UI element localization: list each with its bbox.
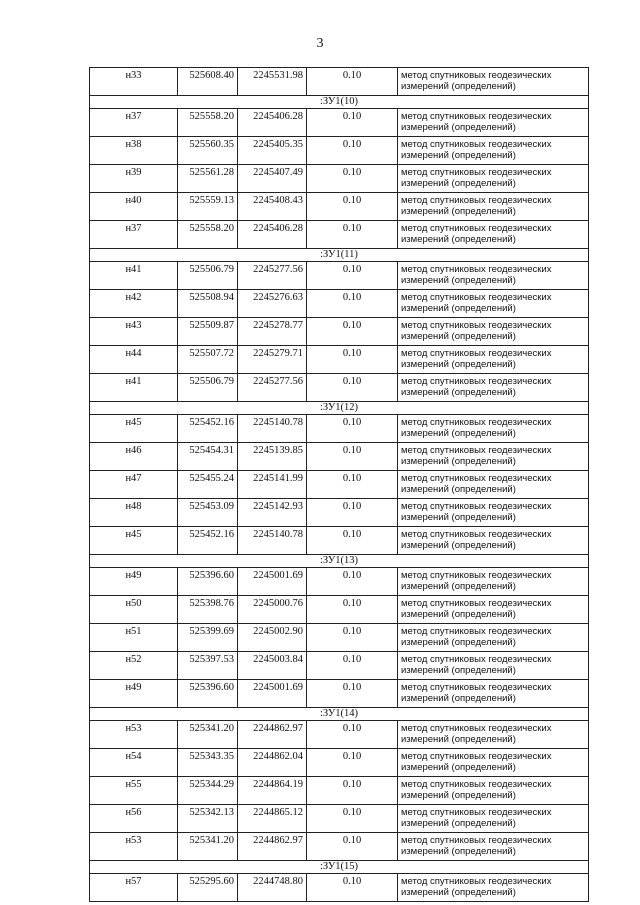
x-coordinate-cell: 525295.60 xyxy=(178,874,238,902)
accuracy-cell: 0.10 xyxy=(307,652,398,680)
table-row xyxy=(90,262,589,290)
table-row xyxy=(90,374,589,402)
section-label: :ЗУ1(10) xyxy=(90,96,589,109)
section-header-row xyxy=(90,555,589,568)
method-cell xyxy=(398,721,589,749)
x-coordinate-cell: 525343.35 xyxy=(178,749,238,777)
x-coordinate-cell: 525399.69 xyxy=(178,624,238,652)
method-line-1: метод спутниковых геодезических xyxy=(401,570,552,581)
table-row xyxy=(90,833,589,861)
point-name-cell: н53 xyxy=(90,833,178,861)
accuracy-cell: 0.10 xyxy=(307,221,398,249)
accuracy-cell: 0.10 xyxy=(307,137,398,165)
x-coordinate-cell: 525396.60 xyxy=(178,680,238,708)
method-cell xyxy=(398,777,589,805)
point-name-cell: н38 xyxy=(90,137,178,165)
method-line-1: метод спутниковых геодезических xyxy=(401,376,552,387)
table-row xyxy=(90,165,589,193)
point-name-cell: н54 xyxy=(90,749,178,777)
accuracy-cell: 0.10 xyxy=(307,499,398,527)
method-line-2: измерений (определений) xyxy=(401,818,516,829)
method-cell xyxy=(398,346,589,374)
x-coordinate-cell: 525508.94 xyxy=(178,290,238,318)
y-coordinate-cell: 2245406.28 xyxy=(238,221,307,249)
method-cell xyxy=(398,109,589,137)
table-row xyxy=(90,680,589,708)
method-line-2: измерений (определений) xyxy=(401,178,516,189)
y-coordinate-cell: 2245277.56 xyxy=(238,374,307,402)
method-line-1: метод спутниковых геодезических xyxy=(401,139,552,150)
method-line-2: измерений (определений) xyxy=(401,665,516,676)
accuracy-cell: 0.10 xyxy=(307,165,398,193)
point-name-cell: н41 xyxy=(90,262,178,290)
point-name-cell: н44 xyxy=(90,346,178,374)
method-cell xyxy=(398,596,589,624)
accuracy-cell: 0.10 xyxy=(307,109,398,137)
method-line-2: измерений (определений) xyxy=(401,331,516,342)
y-coordinate-cell: 2244862.97 xyxy=(238,833,307,861)
point-name-cell: н42 xyxy=(90,290,178,318)
y-coordinate-cell: 2245003.84 xyxy=(238,652,307,680)
point-name-cell: н49 xyxy=(90,680,178,708)
accuracy-cell: 0.10 xyxy=(307,568,398,596)
y-coordinate-cell: 2245276.63 xyxy=(238,290,307,318)
table-row xyxy=(90,471,589,499)
y-coordinate-cell: 2245405.35 xyxy=(238,137,307,165)
y-coordinate-cell: 2245141.99 xyxy=(238,471,307,499)
method-line-2: измерений (определений) xyxy=(401,359,516,370)
section-header-row xyxy=(90,402,589,415)
x-coordinate-cell: 525398.76 xyxy=(178,596,238,624)
method-line-1: метод спутниковых геодезических xyxy=(401,111,552,122)
method-line-2: измерений (определений) xyxy=(401,122,516,133)
page-number: 3 xyxy=(316,36,324,51)
accuracy-cell: 0.10 xyxy=(307,721,398,749)
section-header-row xyxy=(90,96,589,109)
point-name-cell: н40 xyxy=(90,193,178,221)
method-cell xyxy=(398,624,589,652)
x-coordinate-cell: 525558.20 xyxy=(178,221,238,249)
point-name-cell: н56 xyxy=(90,805,178,833)
point-name-cell: н50 xyxy=(90,596,178,624)
method-line-2: измерений (определений) xyxy=(401,846,516,857)
accuracy-cell: 0.10 xyxy=(307,833,398,861)
method-cell xyxy=(398,749,589,777)
method-line-1: метод спутниковых геодезических xyxy=(401,445,552,456)
table-row xyxy=(90,777,589,805)
method-cell xyxy=(398,680,589,708)
method-line-1: метод спутниковых геодезических xyxy=(401,292,552,303)
coordinates-table xyxy=(89,67,589,902)
section-label: :ЗУ1(14) xyxy=(90,708,589,721)
y-coordinate-cell: 2245407.49 xyxy=(238,165,307,193)
x-coordinate-cell: 525560.35 xyxy=(178,137,238,165)
x-coordinate-cell: 525452.16 xyxy=(178,527,238,555)
accuracy-cell: 0.10 xyxy=(307,318,398,346)
table-row xyxy=(90,137,589,165)
y-coordinate-cell: 2245277.56 xyxy=(238,262,307,290)
method-line-1: метод спутниковых геодезических xyxy=(401,320,552,331)
table-row xyxy=(90,499,589,527)
y-coordinate-cell: 2245406.28 xyxy=(238,109,307,137)
accuracy-cell: 0.10 xyxy=(307,262,398,290)
y-coordinate-cell: 2244864.19 xyxy=(238,777,307,805)
y-coordinate-cell: 2244862.04 xyxy=(238,749,307,777)
y-coordinate-cell: 2245140.78 xyxy=(238,415,307,443)
section-label: :ЗУ1(15) xyxy=(90,861,589,874)
method-cell xyxy=(398,805,589,833)
x-coordinate-cell: 525454.31 xyxy=(178,443,238,471)
accuracy-cell: 0.10 xyxy=(307,471,398,499)
accuracy-cell: 0.10 xyxy=(307,443,398,471)
point-name-cell: н57 xyxy=(90,874,178,902)
table-row xyxy=(90,443,589,471)
point-name-cell: н37 xyxy=(90,109,178,137)
table-row xyxy=(90,290,589,318)
point-name-cell: н47 xyxy=(90,471,178,499)
x-coordinate-cell: 525561.28 xyxy=(178,165,238,193)
section-label: :ЗУ1(12) xyxy=(90,402,589,415)
table-row xyxy=(90,624,589,652)
method-line-1: метод спутниковых геодезических xyxy=(401,723,552,734)
x-coordinate-cell: 525397.53 xyxy=(178,652,238,680)
coordinates-table-body xyxy=(90,68,589,902)
method-line-1: метод спутниковых геодезических xyxy=(401,223,552,234)
method-line-2: измерений (определений) xyxy=(401,693,516,704)
method-line-1: метод спутниковых геодезических xyxy=(401,682,552,693)
method-cell xyxy=(398,262,589,290)
method-cell xyxy=(398,318,589,346)
method-cell xyxy=(398,68,589,96)
point-name-cell: н52 xyxy=(90,652,178,680)
table-row xyxy=(90,568,589,596)
method-line-2: измерений (определений) xyxy=(401,887,516,898)
point-name-cell: н39 xyxy=(90,165,178,193)
y-coordinate-cell: 2245001.69 xyxy=(238,680,307,708)
accuracy-cell: 0.10 xyxy=(307,346,398,374)
method-line-2: измерений (определений) xyxy=(401,762,516,773)
method-cell xyxy=(398,568,589,596)
method-cell xyxy=(398,471,589,499)
point-name-cell: н45 xyxy=(90,527,178,555)
table-row xyxy=(90,721,589,749)
method-line-1: метод спутниковых геодезических xyxy=(401,626,552,637)
method-line-1: метод спутниковых геодезических xyxy=(401,195,552,206)
method-line-2: измерений (определений) xyxy=(401,150,516,161)
y-coordinate-cell: 2245278.77 xyxy=(238,318,307,346)
y-coordinate-cell: 2245142.93 xyxy=(238,499,307,527)
method-cell xyxy=(398,499,589,527)
method-line-2: измерений (определений) xyxy=(401,484,516,495)
method-line-1: метод спутниковых геодезических xyxy=(401,779,552,790)
y-coordinate-cell: 2245279.71 xyxy=(238,346,307,374)
point-name-cell: н41 xyxy=(90,374,178,402)
x-coordinate-cell: 525396.60 xyxy=(178,568,238,596)
method-line-2: измерений (определений) xyxy=(401,206,516,217)
method-cell xyxy=(398,137,589,165)
table-row xyxy=(90,596,589,624)
method-line-2: измерений (определений) xyxy=(401,540,516,551)
x-coordinate-cell: 525507.72 xyxy=(178,346,238,374)
x-coordinate-cell: 525341.20 xyxy=(178,833,238,861)
accuracy-cell: 0.10 xyxy=(307,624,398,652)
table-row xyxy=(90,221,589,249)
method-line-1: метод спутниковых геодезических xyxy=(401,473,552,484)
method-line-2: измерений (определений) xyxy=(401,609,516,620)
x-coordinate-cell: 525453.09 xyxy=(178,499,238,527)
point-name-cell: н55 xyxy=(90,777,178,805)
accuracy-cell: 0.10 xyxy=(307,680,398,708)
method-line-1: метод спутниковых геодезических xyxy=(401,417,552,428)
y-coordinate-cell: 2245002.90 xyxy=(238,624,307,652)
method-line-1: метод спутниковых геодезических xyxy=(401,70,552,81)
method-line-2: измерений (определений) xyxy=(401,234,516,245)
method-line-2: измерений (определений) xyxy=(401,581,516,592)
method-cell xyxy=(398,221,589,249)
table-row xyxy=(90,805,589,833)
method-line-1: метод спутниковых геодезических xyxy=(401,807,552,818)
method-line-1: метод спутниковых геодезических xyxy=(401,654,552,665)
section-header-row xyxy=(90,249,589,262)
table-row xyxy=(90,415,589,443)
point-name-cell: н33 xyxy=(90,68,178,96)
point-name-cell: н53 xyxy=(90,721,178,749)
point-name-cell: н45 xyxy=(90,415,178,443)
table-row xyxy=(90,874,589,902)
x-coordinate-cell: 525342.13 xyxy=(178,805,238,833)
section-header-row xyxy=(90,861,589,874)
y-coordinate-cell: 2245000.76 xyxy=(238,596,307,624)
accuracy-cell: 0.10 xyxy=(307,874,398,902)
method-line-2: измерений (определений) xyxy=(401,303,516,314)
y-coordinate-cell: 2244862.97 xyxy=(238,721,307,749)
x-coordinate-cell: 525509.87 xyxy=(178,318,238,346)
table-row xyxy=(90,749,589,777)
table-row xyxy=(90,109,589,137)
table-row xyxy=(90,193,589,221)
accuracy-cell: 0.10 xyxy=(307,777,398,805)
accuracy-cell: 0.10 xyxy=(307,596,398,624)
y-coordinate-cell: 2244748.80 xyxy=(238,874,307,902)
x-coordinate-cell: 525506.79 xyxy=(178,262,238,290)
point-name-cell: н49 xyxy=(90,568,178,596)
method-line-2: измерений (определений) xyxy=(401,81,516,92)
method-line-2: измерений (определений) xyxy=(401,387,516,398)
method-line-1: метод спутниковых геодезических xyxy=(401,501,552,512)
method-cell xyxy=(398,193,589,221)
method-line-1: метод спутниковых геодезических xyxy=(401,876,552,887)
method-line-2: измерений (определений) xyxy=(401,734,516,745)
method-line-1: метод спутниковых геодезических xyxy=(401,598,552,609)
y-coordinate-cell: 2245531.98 xyxy=(238,68,307,96)
point-name-cell: н37 xyxy=(90,221,178,249)
accuracy-cell: 0.10 xyxy=(307,193,398,221)
method-line-2: измерений (определений) xyxy=(401,637,516,648)
accuracy-cell: 0.10 xyxy=(307,68,398,96)
x-coordinate-cell: 525452.16 xyxy=(178,415,238,443)
point-name-cell: н43 xyxy=(90,318,178,346)
method-cell xyxy=(398,874,589,902)
table-row xyxy=(90,652,589,680)
accuracy-cell: 0.10 xyxy=(307,374,398,402)
section-header-row xyxy=(90,708,589,721)
section-label: :ЗУ1(13) xyxy=(90,555,589,568)
point-name-cell: н46 xyxy=(90,443,178,471)
x-coordinate-cell: 525455.24 xyxy=(178,471,238,499)
y-coordinate-cell: 2245140.78 xyxy=(238,527,307,555)
table-row xyxy=(90,527,589,555)
x-coordinate-cell: 525559.13 xyxy=(178,193,238,221)
section-label: :ЗУ1(11) xyxy=(90,249,589,262)
method-cell xyxy=(398,833,589,861)
method-cell xyxy=(398,415,589,443)
method-line-1: метод спутниковых геодезических xyxy=(401,751,552,762)
method-line-2: измерений (определений) xyxy=(401,456,516,467)
accuracy-cell: 0.10 xyxy=(307,290,398,318)
y-coordinate-cell: 2245001.69 xyxy=(238,568,307,596)
method-line-1: метод спутниковых геодезических xyxy=(401,529,552,540)
method-cell xyxy=(398,443,589,471)
table-row xyxy=(90,68,589,96)
accuracy-cell: 0.10 xyxy=(307,415,398,443)
method-cell xyxy=(398,652,589,680)
accuracy-cell: 0.10 xyxy=(307,805,398,833)
accuracy-cell: 0.10 xyxy=(307,527,398,555)
method-cell xyxy=(398,290,589,318)
x-coordinate-cell: 525558.20 xyxy=(178,109,238,137)
method-line-1: метод спутниковых геодезических xyxy=(401,167,552,178)
method-cell xyxy=(398,165,589,193)
y-coordinate-cell: 2244865.12 xyxy=(238,805,307,833)
x-coordinate-cell: 525608.40 xyxy=(178,68,238,96)
y-coordinate-cell: 2245408.43 xyxy=(238,193,307,221)
x-coordinate-cell: 525506.79 xyxy=(178,374,238,402)
method-line-2: измерений (определений) xyxy=(401,790,516,801)
x-coordinate-cell: 525341.20 xyxy=(178,721,238,749)
x-coordinate-cell: 525344.29 xyxy=(178,777,238,805)
point-name-cell: н51 xyxy=(90,624,178,652)
table-row xyxy=(90,318,589,346)
method-line-1: метод спутниковых геодезических xyxy=(401,835,552,846)
table-row xyxy=(90,346,589,374)
accuracy-cell: 0.10 xyxy=(307,749,398,777)
method-cell xyxy=(398,374,589,402)
method-line-2: измерений (определений) xyxy=(401,428,516,439)
point-name-cell: н48 xyxy=(90,499,178,527)
y-coordinate-cell: 2245139.85 xyxy=(238,443,307,471)
method-line-1: метод спутниковых геодезических xyxy=(401,348,552,359)
method-line-1: метод спутниковых геодезических xyxy=(401,264,552,275)
method-line-2: измерений (определений) xyxy=(401,512,516,523)
method-cell xyxy=(398,527,589,555)
method-line-2: измерений (определений) xyxy=(401,275,516,286)
